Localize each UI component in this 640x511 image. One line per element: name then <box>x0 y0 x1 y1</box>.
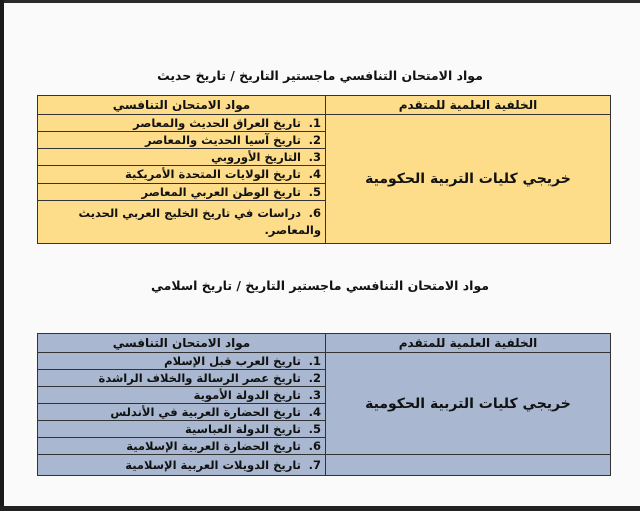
item-number: 1. <box>308 116 321 131</box>
left-edge-shadow <box>0 0 4 511</box>
item-text: تاريخ الوطن العربي المعاصر <box>141 184 301 199</box>
item-number: 5. <box>308 184 321 199</box>
table-row-item <box>38 200 326 243</box>
item-text: التاريخ الأوروبي <box>211 150 301 165</box>
section1-background-cell: خريجي كليات التربية الحكومية <box>326 115 611 244</box>
table-row-item <box>38 421 326 438</box>
section2-background-cell: خريجي كليات التربية الحكومية <box>326 353 611 455</box>
top-edge <box>0 0 640 3</box>
item-number: 7. <box>308 458 321 472</box>
table-row-item <box>38 387 326 404</box>
section1-title: مواد الامتحان التنافسي ماجستير التاريخ / تاريخ حديث <box>157 68 483 83</box>
table-row-item <box>38 404 326 421</box>
table-row-item <box>38 132 326 149</box>
table-row <box>38 115 611 132</box>
item-text: تاريخ العرب قبل الإسلام <box>164 354 301 368</box>
section1-table <box>37 95 611 244</box>
item-number: 1. <box>308 354 321 368</box>
item-text: تاريخ الدولة الأموية <box>193 388 301 402</box>
table-row-item <box>38 149 326 166</box>
item-text: تاريخ الولايات المتحدة الأمريكية <box>125 167 301 182</box>
table-row <box>38 455 611 476</box>
table-row-item <box>38 183 326 200</box>
item-number: 2. <box>308 371 321 385</box>
item-text: تاريخ الحضارة العربية في الأندلس <box>110 405 301 419</box>
section1-col-subjects: مواد الامتحان التنافسي <box>38 96 326 115</box>
table-row-item <box>38 353 326 370</box>
item-text: تاريخ عصر الرسالة والخلاف الراشدة <box>98 371 301 385</box>
table-row-item <box>38 166 326 183</box>
table-row-item <box>38 438 326 455</box>
table-row-item <box>38 370 326 387</box>
section2-title: مواد الامتحان التنافسي ماجستير التاريخ / تاريخ اسلامي <box>150 278 490 293</box>
item-number: 3. <box>308 388 321 402</box>
item-number: 4. <box>308 405 321 419</box>
section2-empty-cell <box>326 455 611 476</box>
section2-col-background: الخلفية العلمية للمتقدم <box>326 334 611 353</box>
item-text: تاريخ الحضارة العربية الإسلامية <box>126 439 301 453</box>
section1-col-background: الخلفية العلمية للمتقدم <box>326 96 611 115</box>
item-number: 4. <box>308 167 321 182</box>
table-row-item <box>38 455 326 476</box>
item-number: 6. <box>308 439 321 453</box>
section2-col-subjects: مواد الامتحان التنافسي <box>38 334 326 353</box>
section2-table <box>37 333 611 476</box>
item-number: 6. <box>308 205 321 220</box>
item-text: تاريخ آسيا الحديث والمعاصر <box>144 133 301 148</box>
table-row <box>38 353 611 370</box>
section1-header-row <box>38 96 611 115</box>
item-number: 3. <box>308 150 321 165</box>
item-text: تاريخ الدويلات العربية الإسلامية <box>125 458 301 472</box>
item-text: دراسات في تاريخ الخليج العربي الحديث والمعاصر. <box>78 205 321 237</box>
item-text: تاريخ العراق الحديث والمعاصر <box>133 116 301 131</box>
item-number: 2. <box>308 133 321 148</box>
section2-header-row <box>38 334 611 353</box>
table-row-item <box>38 115 326 132</box>
item-number: 5. <box>308 422 321 436</box>
item-text: تاريخ الدولة العباسية <box>185 422 301 436</box>
bottom-edge <box>0 506 640 511</box>
